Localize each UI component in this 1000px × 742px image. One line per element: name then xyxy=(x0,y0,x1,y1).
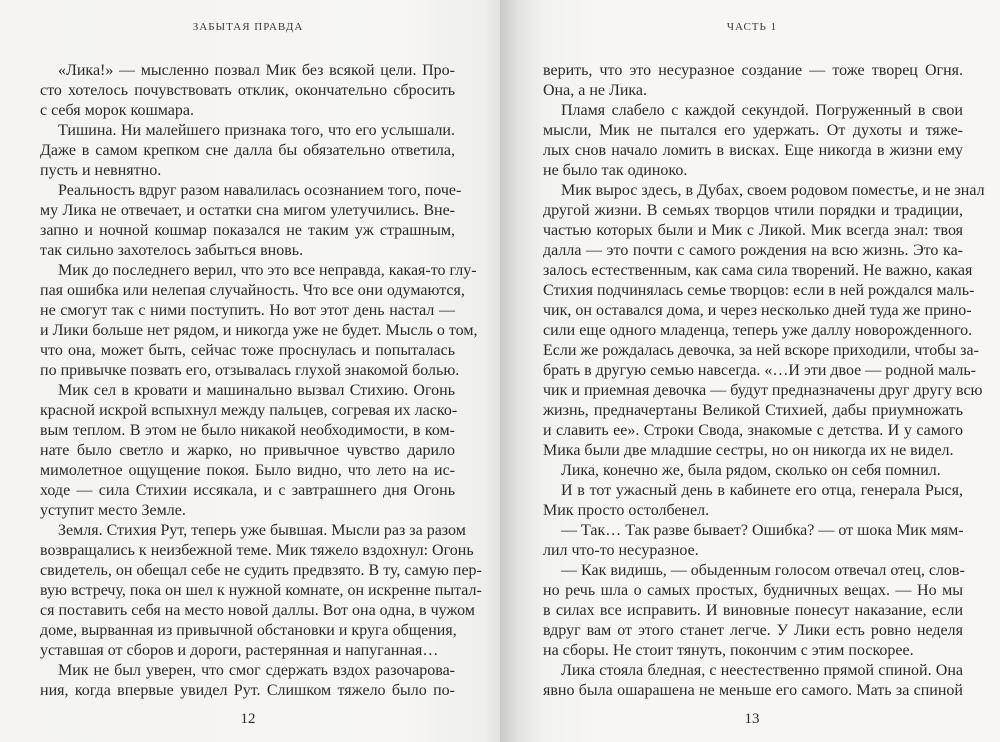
text-line: Реальность вдруг разом навалилась осознанием того, поче- xyxy=(58,182,462,199)
running-header: ЧАСТЬ 1 xyxy=(726,21,778,33)
text-line: Если же рождалась девочка, за ней вскоре приходили, чтобы за- xyxy=(543,342,979,359)
text-line: возвращались к неизбежной теме. Мик тяжело вздохнул: Огонь xyxy=(40,542,474,559)
text-line: ходе — сила Стихии иссякала, и с завтрашнего дня Огонь xyxy=(40,482,455,499)
text-line: мимолетное ощущение покоя. Было видно, что лето на ис- xyxy=(40,462,455,479)
text-line: далла — это почти с самого рождения на всю жизнь. Это ка- xyxy=(543,242,963,259)
text-line: пая ошибка или нелепая случайность. Что все они одумаются, xyxy=(40,282,465,299)
text-line: Мик вырос здесь, в Дубах, своем родовом поместье, и не знал xyxy=(561,182,985,199)
text-line: — Как видишь, — обыденным голосом отвечал отец, слов- xyxy=(561,562,965,579)
text-line: чик, он оставался дома, и через несколько дней туда же прино- xyxy=(543,302,972,319)
text-line: Лика, конечно же, была рядом, сколько он себя помнил. xyxy=(561,462,941,479)
paragraph xyxy=(543,561,963,661)
text-line: запно и ночной кошмар показался не таким уж страшным, xyxy=(40,222,455,239)
paragraph xyxy=(543,181,985,461)
text-line: так сильно захотелось забыться вновь. xyxy=(40,242,304,259)
text-line: явно была ошарашена не меньше его самого. Мать за спиной xyxy=(543,682,963,699)
text-line: му Лика не отвечает, и остатки сна мигом улетучились. Вне- xyxy=(40,202,455,219)
paragraph xyxy=(40,661,455,701)
page-number: 13 xyxy=(744,711,760,727)
text-line: что она, может быть, сейчас тоже проснулась и попыталась xyxy=(40,342,455,359)
text-line: свидетель, он обещал себе не судить предвзято. В ту, самую пер- xyxy=(40,562,482,579)
paragraph xyxy=(543,61,963,101)
text-line: не смогут так с ними поступить. Но вот этот день настал — xyxy=(40,302,455,319)
text-line: жизнь, предначертаны Великой Стихией, дабы приумножать xyxy=(543,402,963,419)
text-line: лых снов начало ломить в висках. Еще никогда в жизни ему xyxy=(543,142,963,159)
paragraph xyxy=(40,261,478,381)
text-line: верить, что это несуразное создание — тоже творец Огня. xyxy=(543,62,963,79)
paragraph xyxy=(40,181,462,261)
text-line: ся поставить себя на место новой даллы. Вот она одна, в чужом xyxy=(40,602,475,619)
text-line: не было так одиноко. xyxy=(543,162,688,179)
right-page xyxy=(500,0,1000,742)
text-line: Даже в самом крепком сне далла бы обязательно ответила, xyxy=(40,142,455,159)
paragraph xyxy=(40,521,482,661)
body-text xyxy=(40,61,482,701)
text-line: доме, вырванная из привычной обстановки и круга общения, xyxy=(40,622,457,639)
text-line: «Лика!» — мысленно позвал Мик без всякой цели. Про- xyxy=(58,62,455,79)
text-line: на сборы. Не стоит тянуть, покончим с этим поскорее. xyxy=(543,642,914,659)
text-line: Мик до последнего верил, что это все неправда, какая-то глу- xyxy=(58,262,477,279)
text-line: сили еще одного младенца, теперь уже даллу новорожденного. xyxy=(543,322,973,339)
text-line: — Так… Так разве бывает? Ошибка? — от шока Мик мям- xyxy=(561,522,964,539)
text-line: Тишина. Ни малейшего признака того, что его услышали. xyxy=(58,122,455,139)
text-line: вую встречу, пока он шел к нужной комнате, он искренне пытал- xyxy=(40,582,482,599)
text-line: ния, когда впервые увидел Рут. Слишком тяжело было по- xyxy=(40,682,455,699)
text-line: нате было светло и жарко, но привычное чувство дарило xyxy=(40,442,455,459)
text-line: частью которых были и Мик с Ликой. Мик всегда знал: твоя xyxy=(543,222,963,239)
text-line: вым теплом. В этом не было никакой необходимости, в ком- xyxy=(40,422,455,439)
text-line: Мик не был уверен, что смог сдержать вздох разочарова- xyxy=(58,662,455,679)
text-line: Стихия подчинялась семье творцов: если в ней рождался маль- xyxy=(543,282,975,299)
page-number: 12 xyxy=(240,711,256,727)
running-header: ЗАБЫТАЯ ПРАВДА xyxy=(192,21,304,33)
text-line: вдруг вам от этого станет легче. У Лики есть ровно неделя xyxy=(543,622,963,639)
text-line: Мик сел в кровати и машинально вызвал Стихию. Огонь xyxy=(58,382,455,399)
text-line: лил что-то несуразное. xyxy=(543,542,699,559)
text-line: и славить ее». Строки Свода, знакомые с детства. И у самого xyxy=(543,422,963,439)
paragraph xyxy=(543,521,963,561)
text-line: Она, а не Лика. xyxy=(543,82,648,99)
text-line: красной искрой вспыхнул между пальцев, согревая их ласко- xyxy=(40,402,458,419)
text-line: Пламя слабело с каждой секундой. Погруженный в свои xyxy=(561,102,963,119)
text-line: Земля. Стихия Рут, теперь уже бывшая. Мысли раз за разом xyxy=(58,522,466,539)
text-line: с себя морок кошмара. xyxy=(40,102,194,119)
text-line: уставшая от сборов и дороги, растерянная и напуганная… xyxy=(40,642,439,659)
text-line: по привычке позвать его, отзывалась глухой знакомой болью. xyxy=(40,362,460,379)
text-line: мысли, Мик не пытался его удержать. От духоты и тяже- xyxy=(543,122,963,139)
text-line: в силах все исправить. И виновные понесут наказание, если xyxy=(543,602,963,619)
text-line: и Лики больше нет рядом, и никогда уже не будет. Мысль о том, xyxy=(40,322,478,339)
text-line: залось естественным, как сама сила творений. Не важно, какая xyxy=(543,262,973,279)
paragraph xyxy=(40,121,455,181)
paragraph xyxy=(40,381,458,521)
paragraph xyxy=(543,661,963,701)
paragraph xyxy=(543,101,963,181)
text-line: сто хотелось почувствовать отклик, окончательно сбросить xyxy=(40,82,455,99)
text-line: Мика были две младшие сестры, но он никогда их не видел. xyxy=(543,442,954,459)
paragraph xyxy=(543,461,963,481)
body-text xyxy=(543,61,985,701)
paragraph xyxy=(543,481,963,521)
text-line: другой жизни. В семьях творцов чтили порядки и традиции, xyxy=(543,202,963,219)
text-line: Лика стояла бледная, с неестественно прямой спиной. Она xyxy=(561,662,963,679)
text-line: чик и приемная девочка — будут предназначены друг другу всю xyxy=(543,382,983,399)
paragraph xyxy=(40,61,455,121)
text-line: И в тот ужасный день в кабинете его отца, генерала Рыся, xyxy=(561,482,963,499)
text-line: уступит место Земле. xyxy=(40,502,186,519)
text-line: пусть и невнятно. xyxy=(40,162,162,179)
text-line: брать в другую семью навсегда. «…И эти двое — родной маль- xyxy=(543,362,976,379)
text-line: но речь шла о самых простых, будничных вещах. — Но мы xyxy=(543,582,963,599)
text-line: Мик просто остолбенел. xyxy=(543,502,710,519)
